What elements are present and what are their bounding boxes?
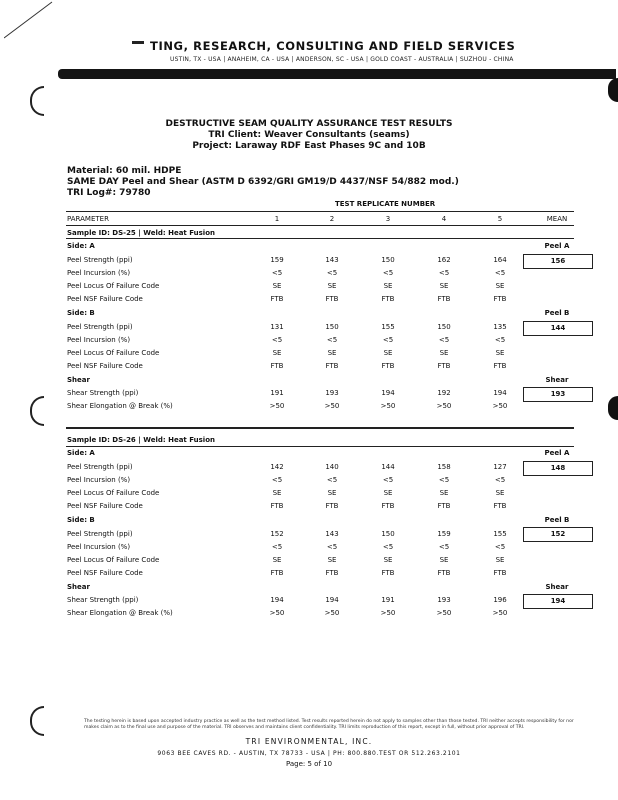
column-header-2: 2 bbox=[329, 215, 335, 223]
binder-hole-top bbox=[30, 86, 44, 116]
value-cell: <5 bbox=[271, 543, 283, 551]
value-cell: 155 bbox=[381, 323, 395, 331]
scan-edge-mark-top bbox=[608, 78, 618, 102]
param-shear-elongation: Shear Elongation @ Break (%) bbox=[67, 402, 173, 410]
value-cell: 159 bbox=[270, 256, 284, 264]
value-cell: <5 bbox=[438, 476, 450, 484]
param-shear-strength: Shear Strength (ppi) bbox=[67, 389, 139, 397]
value-cell: 159 bbox=[437, 530, 451, 538]
value-cell: SE bbox=[272, 282, 282, 290]
value-cell: 155 bbox=[493, 530, 507, 538]
mean-label-peel-b: Peel B bbox=[544, 309, 570, 317]
value-cell: <5 bbox=[494, 336, 506, 344]
mean-value-box: 193 bbox=[523, 387, 593, 402]
mean-label-shear: Shear bbox=[545, 583, 569, 591]
header-bar bbox=[58, 69, 616, 79]
param-shear-strength: Shear Strength (ppi) bbox=[67, 596, 139, 604]
value-cell: <5 bbox=[494, 543, 506, 551]
value-cell: 152 bbox=[270, 530, 284, 538]
sample-title: Sample ID: DS-26 | Weld: Heat Fusion bbox=[67, 436, 215, 444]
header-rule-top bbox=[66, 211, 574, 212]
param-peel-incursion: Peel Incursion (%) bbox=[67, 269, 131, 277]
value-cell: 127 bbox=[493, 463, 507, 471]
value-cell: >50 bbox=[324, 609, 340, 617]
value-cell: 143 bbox=[325, 530, 339, 538]
value-cell: <5 bbox=[326, 543, 338, 551]
value-cell: 150 bbox=[381, 256, 395, 264]
value-cell: FTB bbox=[381, 569, 395, 577]
value-cell: <5 bbox=[271, 336, 283, 344]
value-cell: FTB bbox=[381, 295, 395, 303]
method-line: SAME DAY Peel and Shear (ASTM D 6392/GRI GM19/D 4437/NSF 54/882 mod.) bbox=[67, 177, 459, 187]
value-cell: 150 bbox=[381, 530, 395, 538]
value-cell: SE bbox=[439, 349, 449, 357]
value-cell: <5 bbox=[438, 269, 450, 277]
param-peel-incursion: Peel Incursion (%) bbox=[67, 543, 131, 551]
value-cell: <5 bbox=[382, 269, 394, 277]
page-number: Page: 5 of 10 bbox=[285, 760, 333, 768]
value-cell: 191 bbox=[381, 596, 395, 604]
value-cell: >50 bbox=[436, 402, 452, 410]
value-cell: SE bbox=[327, 282, 337, 290]
sample-title: Sample ID: DS-25 | Weld: Heat Fusion bbox=[67, 229, 215, 237]
param-peel-strength: Peel Strength (ppi) bbox=[67, 323, 133, 331]
value-cell: FTB bbox=[325, 362, 339, 370]
value-cell: FTB bbox=[325, 569, 339, 577]
value-cell: >50 bbox=[436, 609, 452, 617]
value-cell: SE bbox=[383, 489, 393, 497]
param-peel-strength: Peel Strength (ppi) bbox=[67, 463, 133, 471]
param-peel-nsf: Peel NSF Failure Code bbox=[67, 295, 143, 303]
value-cell: <5 bbox=[382, 543, 394, 551]
mean-value-box: 148 bbox=[523, 461, 593, 476]
value-cell: 135 bbox=[493, 323, 507, 331]
value-cell: SE bbox=[383, 349, 393, 357]
sample-rule bbox=[66, 446, 574, 447]
value-cell: SE bbox=[327, 489, 337, 497]
value-cell: FTB bbox=[325, 502, 339, 510]
value-cell: SE bbox=[327, 349, 337, 357]
disclaimer-note: The testing herein is based upon accepted industry practice as well as the test method listed. Test results reported herein do not apply to samples other than those tested. TRI neither accepts responsibility for nor makes claim as to the final use and purpose of the material. TRI observes and maintains client confidentiality. TRI limits reproduction of this report, except in full, without prior approval of TRI. bbox=[84, 719, 574, 730]
column-header-3: 3 bbox=[385, 215, 391, 223]
value-cell: FTB bbox=[270, 502, 284, 510]
sample-rule bbox=[66, 238, 574, 239]
value-cell: <5 bbox=[382, 476, 394, 484]
footer-company: TRI ENVIRONMENTAL, INC. bbox=[245, 737, 373, 746]
value-cell: <5 bbox=[382, 336, 394, 344]
header-rule-bottom bbox=[66, 225, 574, 226]
column-header-parameter: PARAMETER bbox=[67, 215, 109, 223]
value-cell: <5 bbox=[438, 543, 450, 551]
column-header-mean: MEAN bbox=[546, 215, 568, 223]
value-cell: FTB bbox=[381, 502, 395, 510]
value-cell: >50 bbox=[269, 609, 285, 617]
mean-label-peel-b: Peel B bbox=[544, 516, 570, 524]
value-cell: FTB bbox=[493, 362, 507, 370]
value-cell: <5 bbox=[494, 269, 506, 277]
value-cell: <5 bbox=[326, 336, 338, 344]
value-cell: SE bbox=[495, 349, 505, 357]
company-locations: USTIN, TX - USA | ANAHEIM, CA - USA | ANDERSON, SC - USA | GOLD COAST - AUSTRALIA | SUZHOU - CHINA bbox=[170, 56, 514, 63]
sample-separator bbox=[66, 427, 574, 429]
value-cell: 194 bbox=[270, 596, 284, 604]
value-cell: FTB bbox=[381, 362, 395, 370]
param-peel-incursion: Peel Incursion (%) bbox=[67, 476, 131, 484]
company-tagline: TING, RESEARCH, CONSULTING AND FIELD SERVICES bbox=[150, 39, 516, 53]
replicate-header: TEST REPLICATE NUMBER bbox=[335, 200, 436, 208]
column-header-5: 5 bbox=[497, 215, 503, 223]
param-peel-locus: Peel Locus Of Failure Code bbox=[67, 556, 160, 564]
value-cell: SE bbox=[272, 556, 282, 564]
column-header-1: 1 bbox=[274, 215, 280, 223]
value-cell: SE bbox=[439, 282, 449, 290]
param-peel-locus: Peel Locus Of Failure Code bbox=[67, 282, 160, 290]
value-cell: 142 bbox=[270, 463, 284, 471]
value-cell: FTB bbox=[325, 295, 339, 303]
project-line: Project: Laraway RDF East Phases 9C and 10B bbox=[192, 141, 426, 151]
value-cell: SE bbox=[327, 556, 337, 564]
value-cell: SE bbox=[495, 489, 505, 497]
value-cell: SE bbox=[439, 556, 449, 564]
value-cell: 193 bbox=[325, 389, 339, 397]
value-cell: <5 bbox=[326, 269, 338, 277]
value-cell: SE bbox=[495, 556, 505, 564]
shear-label: Shear bbox=[67, 376, 90, 384]
value-cell: FTB bbox=[437, 502, 451, 510]
shear-label: Shear bbox=[67, 583, 90, 591]
value-cell: 194 bbox=[381, 389, 395, 397]
value-cell: >50 bbox=[492, 609, 508, 617]
value-cell: FTB bbox=[437, 569, 451, 577]
value-cell: SE bbox=[383, 282, 393, 290]
value-cell: 164 bbox=[493, 256, 507, 264]
mean-value-box: 144 bbox=[523, 321, 593, 336]
log-line: TRI Log#: 79780 bbox=[67, 188, 151, 198]
mean-value-box: 152 bbox=[523, 527, 593, 542]
value-cell: >50 bbox=[269, 402, 285, 410]
value-cell: FTB bbox=[270, 362, 284, 370]
value-cell: <5 bbox=[438, 336, 450, 344]
value-cell: FTB bbox=[493, 569, 507, 577]
value-cell: 192 bbox=[437, 389, 451, 397]
value-cell: <5 bbox=[271, 476, 283, 484]
value-cell: SE bbox=[272, 489, 282, 497]
mean-value-box: 194 bbox=[523, 594, 593, 609]
header-dash bbox=[132, 41, 144, 44]
param-peel-strength: Peel Strength (ppi) bbox=[67, 530, 133, 538]
value-cell: >50 bbox=[380, 402, 396, 410]
scan-edge-mark-middle bbox=[608, 396, 618, 420]
value-cell: >50 bbox=[324, 402, 340, 410]
value-cell: 150 bbox=[437, 323, 451, 331]
scan-mark-line bbox=[4, 0, 54, 40]
value-cell: 150 bbox=[325, 323, 339, 331]
value-cell: 143 bbox=[325, 256, 339, 264]
value-cell: >50 bbox=[492, 402, 508, 410]
value-cell: FTB bbox=[437, 295, 451, 303]
side-a-label: Side: A bbox=[67, 449, 95, 457]
value-cell: 194 bbox=[493, 389, 507, 397]
binder-hole-middle bbox=[30, 396, 44, 426]
material-line: Material: 60 mil. HDPE bbox=[67, 166, 182, 176]
mean-label-shear: Shear bbox=[545, 376, 569, 384]
side-a-label: Side: A bbox=[67, 242, 95, 250]
value-cell: 162 bbox=[437, 256, 451, 264]
value-cell: 158 bbox=[437, 463, 451, 471]
value-cell: 140 bbox=[325, 463, 339, 471]
footer-address: 9063 BEE CAVES RD. - AUSTIN, TX 78733 - USA | PH: 800.880.TEST OR 512.263.2101 bbox=[157, 750, 461, 757]
mean-value-box: 156 bbox=[523, 254, 593, 269]
mean-label-peel-a: Peel A bbox=[544, 449, 570, 457]
report-title: DESTRUCTIVE SEAM QUALITY ASSURANCE TEST RESULTS bbox=[165, 119, 453, 129]
value-cell: 194 bbox=[325, 596, 339, 604]
param-peel-nsf: Peel NSF Failure Code bbox=[67, 502, 143, 510]
value-cell: FTB bbox=[493, 502, 507, 510]
value-cell: 191 bbox=[270, 389, 284, 397]
value-cell: FTB bbox=[493, 295, 507, 303]
value-cell: SE bbox=[439, 489, 449, 497]
value-cell: 193 bbox=[437, 596, 451, 604]
value-cell: <5 bbox=[326, 476, 338, 484]
side-b-label: Side: B bbox=[67, 516, 95, 524]
param-peel-nsf: Peel NSF Failure Code bbox=[67, 569, 143, 577]
value-cell: 196 bbox=[493, 596, 507, 604]
param-peel-incursion: Peel Incursion (%) bbox=[67, 336, 131, 344]
value-cell: 131 bbox=[270, 323, 284, 331]
binder-hole-bottom bbox=[30, 706, 44, 736]
value-cell: <5 bbox=[494, 476, 506, 484]
side-b-label: Side: B bbox=[67, 309, 95, 317]
value-cell: FTB bbox=[270, 295, 284, 303]
value-cell: SE bbox=[495, 282, 505, 290]
param-peel-locus: Peel Locus Of Failure Code bbox=[67, 489, 160, 497]
value-cell: <5 bbox=[271, 269, 283, 277]
param-shear-elongation: Shear Elongation @ Break (%) bbox=[67, 609, 173, 617]
column-header-4: 4 bbox=[441, 215, 447, 223]
param-peel-locus: Peel Locus Of Failure Code bbox=[67, 349, 160, 357]
param-peel-nsf: Peel NSF Failure Code bbox=[67, 362, 143, 370]
mean-label-peel-a: Peel A bbox=[544, 242, 570, 250]
value-cell: 144 bbox=[381, 463, 395, 471]
value-cell: >50 bbox=[380, 609, 396, 617]
value-cell: SE bbox=[383, 556, 393, 564]
value-cell: SE bbox=[272, 349, 282, 357]
client-line: TRI Client: Weaver Consultants (seams) bbox=[208, 130, 410, 140]
value-cell: FTB bbox=[270, 569, 284, 577]
value-cell: FTB bbox=[437, 362, 451, 370]
param-peel-strength: Peel Strength (ppi) bbox=[67, 256, 133, 264]
